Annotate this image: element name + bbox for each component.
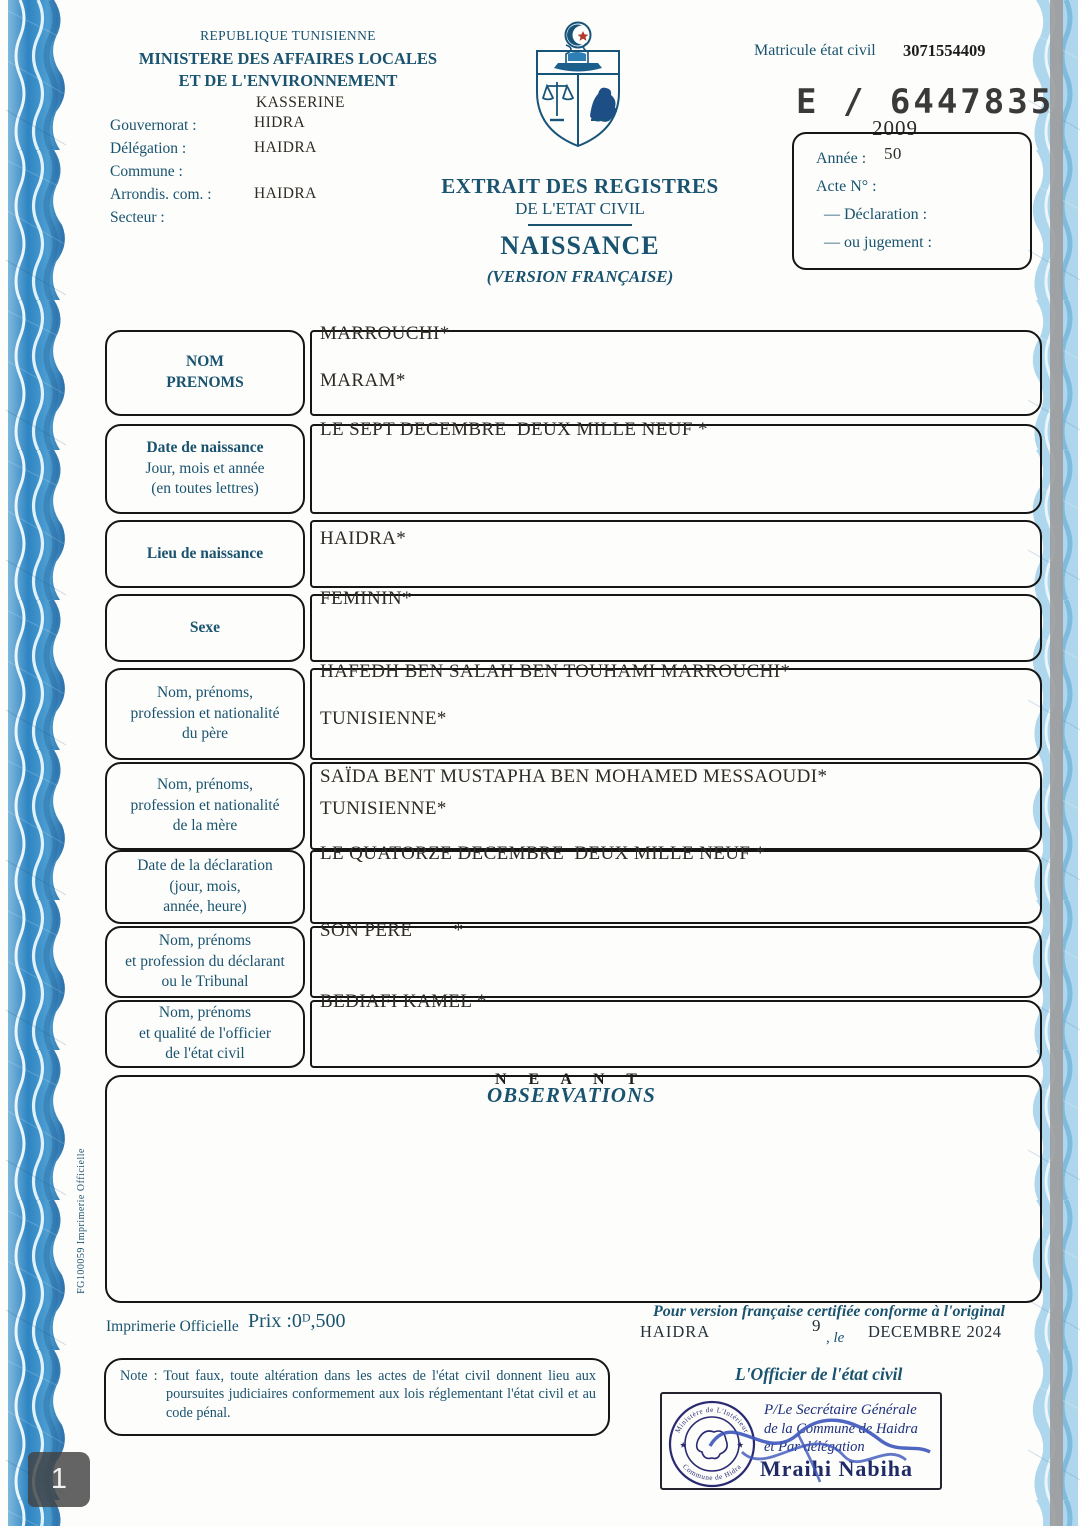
label-line: NOM [186,353,224,371]
value-mere-nom: SAÏDA BENT MUSTAPHA BEN MOHAMED MESSAOUDI* [320,766,828,787]
tunisia-coat-of-arms-icon [528,20,628,154]
label-line: et qualité de l'officier [138,1024,272,1042]
doc-title-naissance: NAISSANCE [500,231,660,260]
doc-title-version: (VERSION FRANÇAISE) [486,267,674,286]
observations-neant-stamp: N E A N T [495,1071,646,1088]
printer-code-vertical: FG100059 Imprimerie Officielle [76,1148,87,1294]
annee-label: Année : [816,150,867,167]
jugement-label: — ou jugement : [824,234,932,251]
round-seal-icon [666,1398,758,1490]
label-line: profession et nationalité [130,704,280,722]
row-label [105,1000,305,1068]
value-date-naissance: LE SEPT DECEMBRE DEUX MILLE NEUF * [320,419,708,440]
label-line: (en toutes lettres) [151,480,259,498]
row-valuebox [310,419,1042,514]
field-secteur: Secteur : [110,209,165,226]
row-sexe [105,588,1042,662]
value-sexe: FEMININ* [320,588,412,609]
row-valuebox [310,323,1042,416]
row-label [105,520,305,588]
label-line: Date de naissance [146,438,264,456]
label-line: et profession du déclarant [125,952,285,970]
label-line: Nom, prénoms, [156,775,253,793]
observations-box [105,1071,1042,1303]
stamp-line3: et Par délégation [764,1439,865,1455]
label-line: Lieu de naissance [146,544,264,562]
label-line: du père [181,725,229,743]
row-label [105,762,305,850]
value-pere-nom: HAFEDH BEN SALAH BEN TOUHAMI MARROUCHI* [320,661,791,682]
stamp-officer-name: Mraihi Nabiha [760,1456,913,1481]
seal-bottom-text: Commune de Hidra [680,1462,744,1483]
observations-title: OBSERVATIONS [487,1083,656,1107]
field-gouvernorat: Gouvernorat : [110,117,197,134]
printer-name: Imprimerie Officielle [106,1318,239,1335]
row-lieu-naissance [105,520,1042,588]
value-prenom: MARAM* [320,370,406,391]
label-line: Sexe [189,618,221,636]
issue-day: 9 [812,1316,821,1335]
label-line: PRENOMS [166,374,244,391]
label-line: Date de la déclaration [137,856,273,874]
row-date-declaration [105,843,1042,924]
certification-line: Pour version française certifiée conforme à l'original [653,1303,1005,1320]
row-officier [105,991,1042,1068]
row-nom-prenoms [105,323,1042,416]
page-number: 1 [50,1463,68,1495]
republic-title: REPUBLIQUE TUNISIENNE [200,28,376,43]
label-line: ou le Tribunal [161,973,249,991]
row-valuebox [310,843,1042,924]
row-valuebox [310,762,1042,850]
svg-text:Ministère de L'Intérieur [674,1406,751,1434]
label-line: année, heure) [163,898,247,916]
annee-value: 50 [884,144,902,163]
value-pere-nationalite: TUNISIENNE* [320,708,447,729]
row-valuebox [310,920,1042,998]
value-lieu-naissance: HAIDRA* [320,528,407,549]
ministry-line1: MINISTERE DES AFFAIRES LOCALES [138,49,438,68]
acte-year-stamp: 2009 [872,116,918,140]
delegation-value: HAIDRA [254,139,317,156]
issue-date: DECEMBRE 2024 [868,1322,1002,1341]
le-label: , le [826,1330,845,1346]
row-valuebox [310,661,1042,760]
label-line: Nom, prénoms [158,1003,252,1021]
legal-note-text: Note : Tout faux, toute altération dans les actes de l'état civil donnent lieu aux poursuites judiciaires conformement aux lois réglementant l'état civil et au code pénal. [120,1368,596,1421]
row-pere [105,661,1042,760]
row-valuebox [310,588,1042,662]
value-declarant: SON PERE * [320,920,464,941]
label-line: Nom, prénoms [158,931,252,949]
row-declarant [105,920,1042,998]
left-border-ribbon [6,0,76,1526]
officer-signature-title: L'Officier de l'état civil [735,1364,903,1384]
label-line: (jour, mois, [169,877,241,895]
acte-no-label: Acte N° : [816,178,877,195]
legal-note-box [104,1358,610,1436]
value-nom: MARROUCHI* [320,323,450,344]
acte-box [792,132,1032,270]
row-label [105,424,305,514]
row-label [105,330,305,416]
title-underline [528,224,632,226]
doc-title-etat-civil: DE L'ETAT CIVIL [515,199,645,218]
row-mere [105,762,1042,850]
row-label [105,668,305,760]
issue-place: HAIDRA [640,1322,711,1341]
field-delegation: Délégation : [110,140,187,157]
gouvernorat-value: HIDRA [254,114,306,131]
arrondissement-value: HAIDRA [254,185,317,202]
stamp-line2: de la Commune de Haidra [764,1421,918,1437]
value-date-declaration: LE QUATORZE DECEMBRE DEUX MILLE NEUF * [320,843,766,864]
label-line: Jour, mois et année [145,459,265,477]
price-label: Prix :0ᴰ,500 [248,1310,346,1332]
row-date-naissance [105,419,1042,514]
label-line: de l'état civil [165,1045,245,1063]
acte-number-stamp: E / 6447835 [796,82,1055,122]
value-officier: BEDIAFI KAMEL * [320,991,487,1012]
field-commune: Commune : [110,163,183,180]
row-valuebox [310,991,1042,1068]
row-label [105,850,305,924]
value-mere-nationalite: TUNISIENNE* [320,798,447,819]
row-label [105,926,305,998]
page-number-badge [28,1452,90,1507]
region-value: KASSERINE [256,94,345,111]
label-line: profession et nationalité [130,796,280,814]
matricule-label: Matricule état civil [754,42,876,59]
matricule-value: 3071554409 [903,41,986,60]
field-arrondissement: Arrondis. com. : [110,186,212,203]
seal-top-text: Ministère de L'Intérieur [673,1405,751,1435]
ministry-line2: ET DE L'ENVIRONNEMENT [178,71,398,90]
declaration-label: — Déclaration : [824,206,928,223]
label-line: Nom, prénoms, [156,683,253,701]
stamp-line1: P/Le Secrétaire Générale [764,1402,917,1418]
row-label [105,594,305,662]
official-stamp [660,1392,942,1490]
label-line: de la mère [172,817,238,835]
doc-title-extrait: EXTRAIT DES REGISTRES [441,174,719,198]
row-valuebox [310,520,1042,588]
